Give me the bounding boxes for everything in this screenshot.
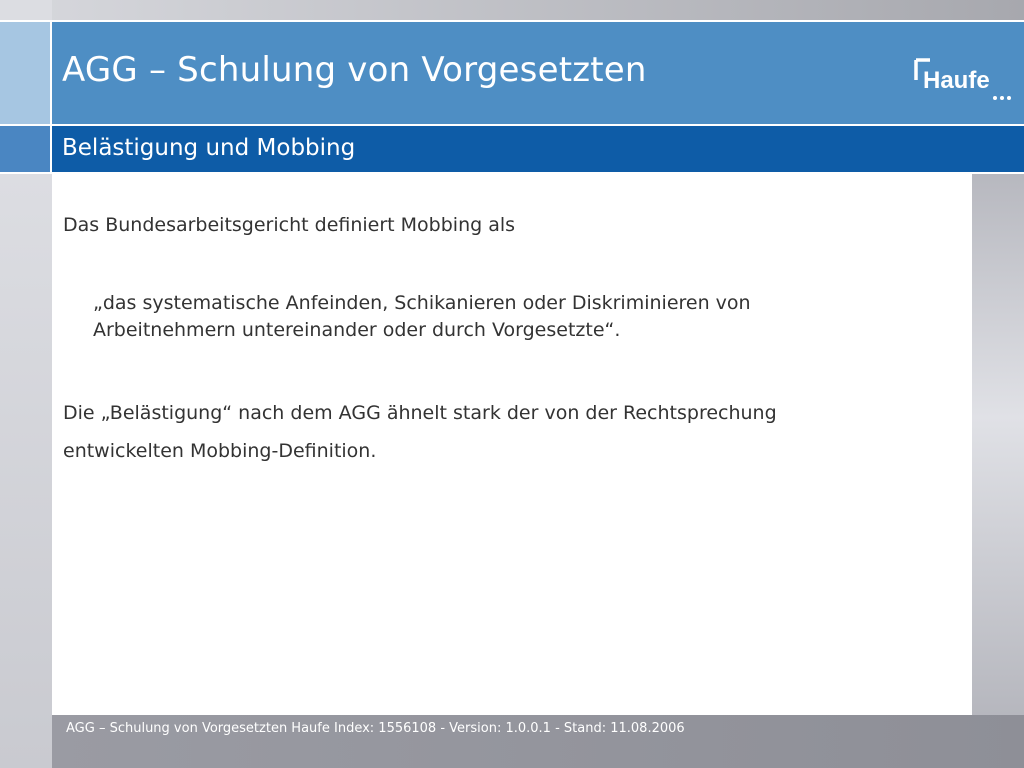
subtitle-band [0,126,1024,174]
content-area [52,174,972,715]
slide-title: AGG – Schulung von Vorgesetzten [62,50,647,90]
title-band [0,20,1024,126]
conclusion-line: Die „Belästigung“ nach dem AGG ähnelt stark der von der Rechtsprechung [63,402,777,424]
top-strip [0,0,1024,20]
slide-subtitle: Belästigung und Mobbing [62,135,356,161]
quote-line: Arbeitnehmern untereinander oder durch Vorgesetzte“. [93,319,621,341]
right-decor-panel [972,174,1024,715]
haufe-logo [914,58,1014,128]
definition-quote [93,290,751,344]
svg-text:Haufe: Haufe [923,67,990,94]
left-decor-column [0,174,52,768]
footer [52,715,1024,768]
title-left-block [0,22,52,124]
conclusion-line: entwickelten Mobbing-Definition. [63,440,377,462]
intro-text: Das Bundesarbeitsgericht definiert Mobbing als [63,214,516,236]
subtitle-left-block [0,126,52,172]
conclusion-text [63,394,777,470]
quote-line: „das systematische Anfeinden, Schikanieren oder Diskriminieren von [93,292,751,314]
top-strip-left-block [0,0,52,20]
footer-text: AGG – Schulung von Vorgesetzten Haufe Index: 1556108 - Version: 1.0.0.1 - Stand: 11.08.2006 [66,721,685,736]
